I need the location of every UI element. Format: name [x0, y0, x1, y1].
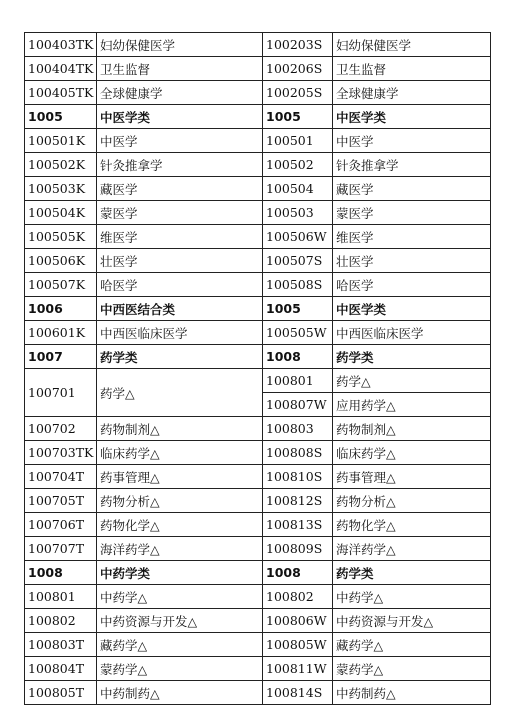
- new-name-cell: 中医学: [333, 129, 491, 153]
- new-code-cell: 100505W: [263, 321, 333, 345]
- category-row: [25, 297, 491, 321]
- old-code-cell: 100802: [25, 609, 97, 633]
- new-name-cell: 藏医学: [333, 177, 491, 201]
- new-name-cell: 卫生监督: [333, 57, 491, 81]
- old-name-cell: 药物化学△: [97, 513, 263, 537]
- old-code-cell: 100801: [25, 585, 97, 609]
- new-code-cell: 100506W: [263, 225, 333, 249]
- old-name-cell: 妇幼保健医学: [97, 33, 263, 57]
- new-name-cell: 中医学类: [333, 297, 491, 321]
- old-name-cell: 药学△: [97, 369, 263, 417]
- new-code-cell: 100501: [263, 129, 333, 153]
- new-code-cell: 100803: [263, 417, 333, 441]
- new-code-cell: 100508S: [263, 273, 333, 297]
- new-code-cell: 100206S: [263, 57, 333, 81]
- old-name-cell: 药事管理△: [97, 465, 263, 489]
- table-row: [25, 177, 491, 201]
- new-code-cell: 100802: [263, 585, 333, 609]
- new-code-cell: 100810S: [263, 465, 333, 489]
- old-code-cell: 100805T: [25, 681, 97, 705]
- old-code-cell: 100804T: [25, 657, 97, 681]
- table-row: [25, 441, 491, 465]
- new-code-cell: 100503: [263, 201, 333, 225]
- table-row: [25, 489, 491, 513]
- old-name-cell: 中西医结合类: [97, 297, 263, 321]
- old-code-cell: 100803T: [25, 633, 97, 657]
- table-row: [25, 657, 491, 681]
- new-code-cell: 100504: [263, 177, 333, 201]
- new-code-cell: 100813S: [263, 513, 333, 537]
- old-code-cell: 100502K: [25, 153, 97, 177]
- new-name-cell: 药物制剂△: [333, 417, 491, 441]
- category-row: [25, 561, 491, 585]
- old-name-cell: 蒙药学△: [97, 657, 263, 681]
- new-name-cell: 针灸推拿学: [333, 153, 491, 177]
- new-code-cell: 100808S: [263, 441, 333, 465]
- old-name-cell: 药物分析△: [97, 489, 263, 513]
- new-name-cell: 药物化学△: [333, 513, 491, 537]
- new-code-cell: 100205S: [263, 81, 333, 105]
- old-name-cell: 壮医学: [97, 249, 263, 273]
- old-name-cell: 维医学: [97, 225, 263, 249]
- new-name-cell: 应用药学△: [333, 393, 491, 417]
- old-name-cell: 藏药学△: [97, 633, 263, 657]
- old-code-cell: 100405TK: [25, 81, 97, 105]
- old-name-cell: 中药学类: [97, 561, 263, 585]
- new-code-cell: 100807W: [263, 393, 333, 417]
- table-row: [25, 129, 491, 153]
- old-code-cell: 100507K: [25, 273, 97, 297]
- table-row: [25, 201, 491, 225]
- category-row: [25, 345, 491, 369]
- table-row: [25, 273, 491, 297]
- new-name-cell: 蒙医学: [333, 201, 491, 225]
- old-code-cell: 100703TK: [25, 441, 97, 465]
- new-code-cell: 100812S: [263, 489, 333, 513]
- new-name-cell: 药学类: [333, 561, 491, 585]
- old-name-cell: 针灸推拿学: [97, 153, 263, 177]
- old-code-cell: 1005: [25, 105, 97, 129]
- old-code-cell: 100601K: [25, 321, 97, 345]
- new-code-cell: 1005: [263, 105, 333, 129]
- new-code-cell: 1005: [263, 297, 333, 321]
- table-row: [25, 633, 491, 657]
- new-code-cell: 100811W: [263, 657, 333, 681]
- old-code-cell: 100702: [25, 417, 97, 441]
- old-name-cell: 药物制剂△: [97, 417, 263, 441]
- new-code-cell: 100801: [263, 369, 333, 393]
- table-row: [25, 33, 491, 57]
- new-code-cell: 100203S: [263, 33, 333, 57]
- old-name-cell: 中药资源与开发△: [97, 609, 263, 633]
- old-code-cell: 100705T: [25, 489, 97, 513]
- old-code-cell: 100706T: [25, 513, 97, 537]
- old-name-cell: 中药学△: [97, 585, 263, 609]
- old-code-cell: 100704T: [25, 465, 97, 489]
- category-row: [25, 105, 491, 129]
- table-row: [25, 81, 491, 105]
- new-code-cell: 1008: [263, 345, 333, 369]
- new-name-cell: 临床药学△: [333, 441, 491, 465]
- old-name-cell: 中医学类: [97, 105, 263, 129]
- major-mapping-table: [24, 32, 491, 705]
- new-name-cell: 中西医临床医学: [333, 321, 491, 345]
- old-code-cell: 100504K: [25, 201, 97, 225]
- old-code-cell: 1008: [25, 561, 97, 585]
- new-code-cell: 100805W: [263, 633, 333, 657]
- new-name-cell: 蒙药学△: [333, 657, 491, 681]
- table-row: [25, 465, 491, 489]
- table-row: [25, 369, 491, 393]
- old-code-cell: 1007: [25, 345, 97, 369]
- old-code-cell: 100701: [25, 369, 97, 417]
- new-name-cell: 哈医学: [333, 273, 491, 297]
- new-name-cell: 药事管理△: [333, 465, 491, 489]
- new-name-cell: 藏药学△: [333, 633, 491, 657]
- new-name-cell: 海洋药学△: [333, 537, 491, 561]
- old-name-cell: 中药制药△: [97, 681, 263, 705]
- old-name-cell: 全球健康学: [97, 81, 263, 105]
- new-code-cell: 1008: [263, 561, 333, 585]
- new-name-cell: 中药学△: [333, 585, 491, 609]
- old-code-cell: 100501K: [25, 129, 97, 153]
- table-row: [25, 585, 491, 609]
- new-name-cell: 中医学类: [333, 105, 491, 129]
- table-row: [25, 57, 491, 81]
- new-name-cell: 维医学: [333, 225, 491, 249]
- old-name-cell: 中西医临床医学: [97, 321, 263, 345]
- new-name-cell: 药学类: [333, 345, 491, 369]
- table-row: [25, 681, 491, 705]
- new-name-cell: 药学△: [333, 369, 491, 393]
- old-code-cell: 100506K: [25, 249, 97, 273]
- new-name-cell: 妇幼保健医学: [333, 33, 491, 57]
- new-code-cell: 100806W: [263, 609, 333, 633]
- old-code-cell: 100503K: [25, 177, 97, 201]
- new-name-cell: 中药制药△: [333, 681, 491, 705]
- old-name-cell: 卫生监督: [97, 57, 263, 81]
- old-name-cell: 药学类: [97, 345, 263, 369]
- table-row: [25, 537, 491, 561]
- old-code-cell: 1006: [25, 297, 97, 321]
- table-row: [25, 513, 491, 537]
- new-name-cell: 全球健康学: [333, 81, 491, 105]
- old-code-cell: 100403TK: [25, 33, 97, 57]
- old-name-cell: 临床药学△: [97, 441, 263, 465]
- old-code-cell: 100505K: [25, 225, 97, 249]
- table-row: [25, 609, 491, 633]
- old-name-cell: 中医学: [97, 129, 263, 153]
- old-name-cell: 海洋药学△: [97, 537, 263, 561]
- old-code-cell: 100404TK: [25, 57, 97, 81]
- new-name-cell: 壮医学: [333, 249, 491, 273]
- old-name-cell: 蒙医学: [97, 201, 263, 225]
- table-row: [25, 417, 491, 441]
- old-name-cell: 藏医学: [97, 177, 263, 201]
- table-row: [25, 249, 491, 273]
- new-code-cell: 100809S: [263, 537, 333, 561]
- new-name-cell: 药物分析△: [333, 489, 491, 513]
- new-code-cell: 100507S: [263, 249, 333, 273]
- old-code-cell: 100707T: [25, 537, 97, 561]
- new-name-cell: 中药资源与开发△: [333, 609, 491, 633]
- old-name-cell: 哈医学: [97, 273, 263, 297]
- new-code-cell: 100502: [263, 153, 333, 177]
- table-row: [25, 153, 491, 177]
- table-row: [25, 321, 491, 345]
- table-row: [25, 225, 491, 249]
- new-code-cell: 100814S: [263, 681, 333, 705]
